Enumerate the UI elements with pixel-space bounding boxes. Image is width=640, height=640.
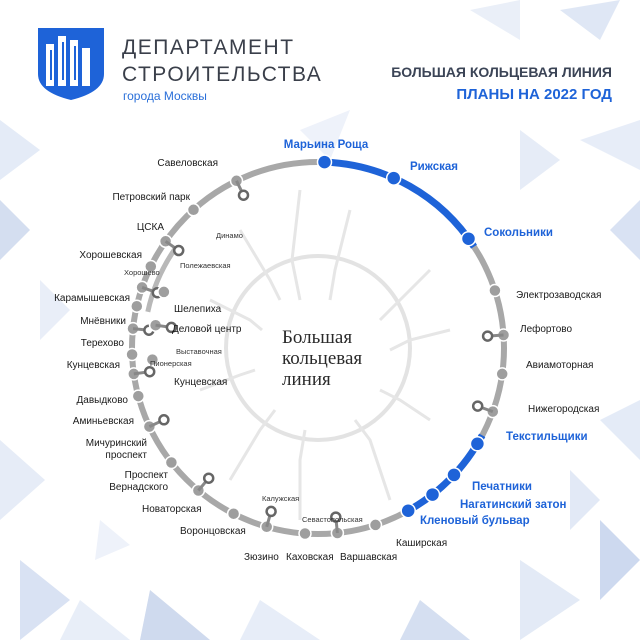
station-dot <box>426 488 440 502</box>
station-label: Электрозаводская <box>516 290 602 301</box>
station-marker <box>483 329 509 341</box>
station-label: Кленовый бульвар <box>420 515 530 527</box>
station-marker <box>387 171 401 185</box>
station-dot <box>387 171 401 185</box>
station-label: Проспект Вернадского <box>109 470 168 493</box>
station-dot <box>132 390 144 402</box>
station-label: Карамышевская <box>54 293 130 304</box>
center-label <box>282 327 362 390</box>
station-dot <box>447 468 461 482</box>
station-label: Марьина Роща <box>283 139 369 151</box>
station-dot <box>470 437 484 451</box>
department-logo <box>36 26 106 102</box>
transfer-label: Пионерская <box>150 359 192 368</box>
station-marker <box>447 468 461 482</box>
station-label: Кунцевская <box>66 360 120 371</box>
transfer-dot <box>473 402 482 411</box>
transfer-label: Выставочная <box>176 347 222 356</box>
department-line2: СТРОИТЕЛЬСТВА <box>122 63 323 86</box>
station-label: Сокольники <box>484 227 553 239</box>
station-label: Мнёвники <box>80 316 126 327</box>
inner-branch-line <box>390 330 450 350</box>
station-label: ЦСКА <box>136 222 164 233</box>
station-label: Аминьевская <box>72 416 134 427</box>
transfer-dot <box>239 191 248 200</box>
station-label: Каширская <box>396 538 448 549</box>
station-marker <box>426 488 440 502</box>
transfer-label: Полежаевская <box>180 261 231 270</box>
station-marker <box>470 437 484 451</box>
station-label: Петровский парк <box>112 192 190 203</box>
station-marker <box>228 508 240 520</box>
station-label: Савеловская <box>157 158 218 169</box>
inner-branch-line <box>292 190 300 300</box>
page-title: БОЛЬШАЯ КОЛЬЦЕВАЯ ЛИНИЯ <box>391 64 612 80</box>
center-label-line: кольцевая <box>282 348 363 369</box>
station-dot <box>318 155 332 169</box>
station-dot <box>462 232 476 246</box>
transfer-label: Калужская <box>262 494 300 503</box>
station-marker <box>489 285 501 297</box>
center-label-line: Большая <box>282 327 353 348</box>
transfer-dot <box>145 367 154 376</box>
station-dot <box>299 528 311 540</box>
station-label: Варшавская <box>340 552 398 563</box>
station-marker <box>462 232 476 246</box>
station-label: Лефортово <box>520 324 573 335</box>
station-label: Мичуринский проспект <box>85 438 147 461</box>
station-dot <box>228 508 240 520</box>
station-marker <box>188 204 200 216</box>
station-dot <box>131 300 143 312</box>
transfer-dot <box>174 246 183 255</box>
inner-branch-line <box>380 390 430 420</box>
station-label: Давыдково <box>76 395 128 406</box>
station-marker <box>126 349 138 361</box>
station-label: Хорошевская <box>79 250 142 261</box>
station-marker <box>131 300 143 312</box>
station-label: Шелепиха <box>174 304 222 315</box>
station-dot <box>188 204 200 216</box>
inner-branch-line <box>230 410 275 480</box>
station-marker <box>496 368 508 380</box>
transfer-dot <box>483 332 492 341</box>
station-label: Воронцовская <box>180 526 246 537</box>
station-marker <box>192 474 213 497</box>
station-marker <box>318 155 332 169</box>
station-label: Терехово <box>80 338 124 349</box>
station-label: Печатники <box>472 481 532 493</box>
transfer-dot <box>267 507 276 516</box>
station-label: Зюзино <box>244 552 279 563</box>
department-line1: ДЕПАРТАМЕНТ <box>122 36 295 59</box>
department-name <box>122 34 322 88</box>
inner-branch-line <box>300 430 305 520</box>
department-city: города Москвы <box>123 89 207 103</box>
transfer-label: Севастопольская <box>302 515 363 524</box>
station-dot <box>126 349 138 361</box>
station-label: Новаторская <box>142 504 202 515</box>
transfer-label: Хорошево <box>124 268 160 277</box>
station-label: Нижегородская <box>528 404 600 415</box>
center-label-line: линия <box>282 369 331 390</box>
station-dot <box>158 286 170 298</box>
transfer-dot <box>204 474 213 483</box>
station-label: Текстильщики <box>506 431 588 443</box>
station-marker <box>299 528 311 540</box>
station-label: Авиамоторная <box>526 360 594 371</box>
station-label: Рижская <box>410 161 458 173</box>
station-label: Нагатинский затон <box>460 499 567 511</box>
station-marker <box>165 457 177 469</box>
station-dot <box>370 519 382 531</box>
inner-branch-line <box>355 420 390 500</box>
station-label: Кунцевская <box>174 377 228 388</box>
page-subtitle: ПЛАНЫ НА 2022 ГОД <box>456 86 612 103</box>
station-marker <box>401 504 415 518</box>
station-label: Каховская <box>286 552 334 563</box>
station-dot <box>489 285 501 297</box>
station-dot <box>496 368 508 380</box>
station-marker <box>158 286 170 298</box>
station-marker <box>132 390 144 402</box>
transfer-label: Динамо <box>216 231 243 240</box>
transfer-dot <box>159 415 168 424</box>
inner-branch-line <box>330 210 350 300</box>
station-label: Деловой центр <box>172 324 242 335</box>
station-dot <box>165 457 177 469</box>
station-marker <box>370 519 382 531</box>
station-dot <box>401 504 415 518</box>
station-marker <box>128 367 154 380</box>
